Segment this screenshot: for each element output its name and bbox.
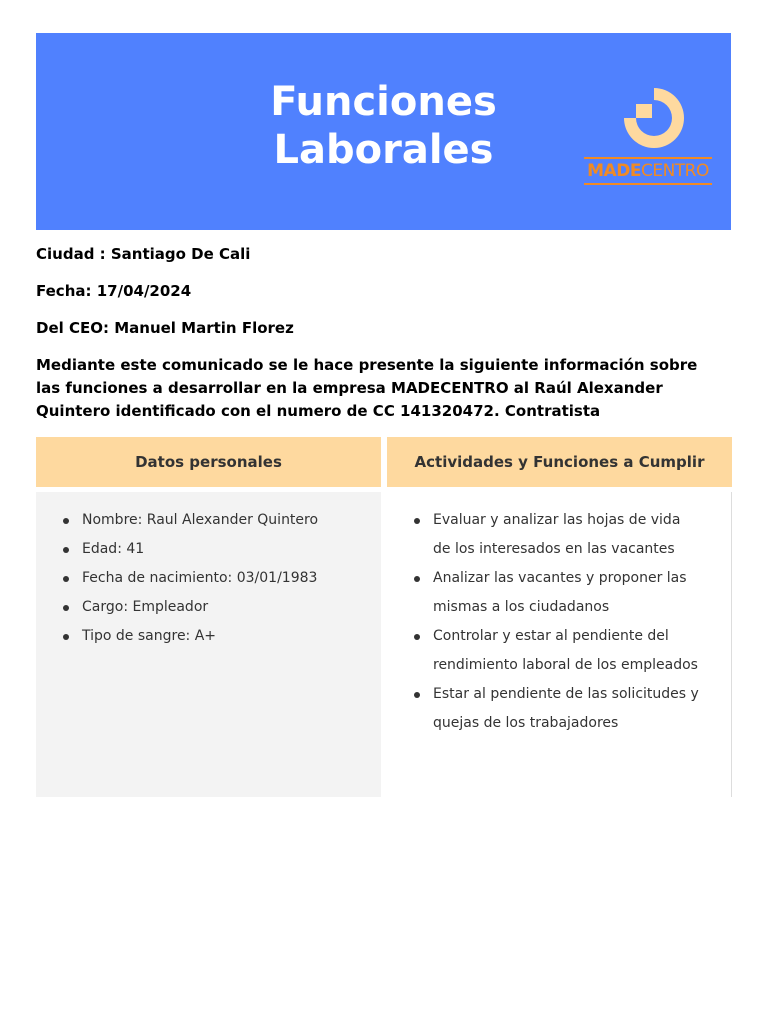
ceo-line: Del CEO: Manuel Martin Florez: [36, 319, 294, 337]
header-banner: [36, 33, 731, 230]
city-line: Ciudad : Santiago De Cali: [36, 245, 251, 263]
list-item: Controlar y estar al pendiente del rendimiento laboral de los empleados: [433, 622, 701, 680]
logo-text-light: CENTRO: [640, 161, 709, 181]
date-line: Fecha: 17/04/2024: [36, 282, 192, 300]
title-line: Laborales: [273, 127, 494, 173]
header-actividades: Actividades y Funciones a Cumplir: [387, 437, 732, 487]
list-item: Evaluar y analizar las hojas de vida de los interesados en las vacantes: [433, 506, 701, 564]
logo-text-bold: MADE: [587, 161, 641, 181]
title-line: Funciones: [270, 79, 497, 125]
list-item: Cargo: Empleador: [82, 593, 381, 622]
list-item: Edad: 41: [82, 535, 381, 564]
list-item: Tipo de sangre: A+: [82, 622, 381, 651]
intro-paragraph: Mediante este comunicado se le hace presente la siguiente información sobre las funciones a desarrollar en la empresa MADECENTRO al Raúl Alexander Quintero identificado con el numero de CC 141320472. Contratista: [36, 356, 698, 420]
list-item: Analizar las vacantes y proponer las mismas a los ciudadanos: [433, 564, 701, 622]
list-item: Estar al pendiente de las solicitudes y quejas de los trabajadores: [433, 680, 701, 738]
personal-data-list: [36, 492, 381, 651]
logo-wordmark: [584, 157, 712, 185]
list-item: Fecha de nacimiento: 03/01/1983: [82, 564, 381, 593]
logo-ring-icon: [584, 85, 712, 155]
list-item: Nombre: Raul Alexander Quintero: [82, 506, 381, 535]
header-datos-personales: Datos personales: [36, 437, 381, 487]
functions-cell: [387, 492, 732, 797]
madecentro-logo: [584, 85, 712, 185]
functions-list: [387, 492, 731, 738]
personal-data-cell: [36, 492, 381, 797]
page-title: [236, 78, 531, 174]
